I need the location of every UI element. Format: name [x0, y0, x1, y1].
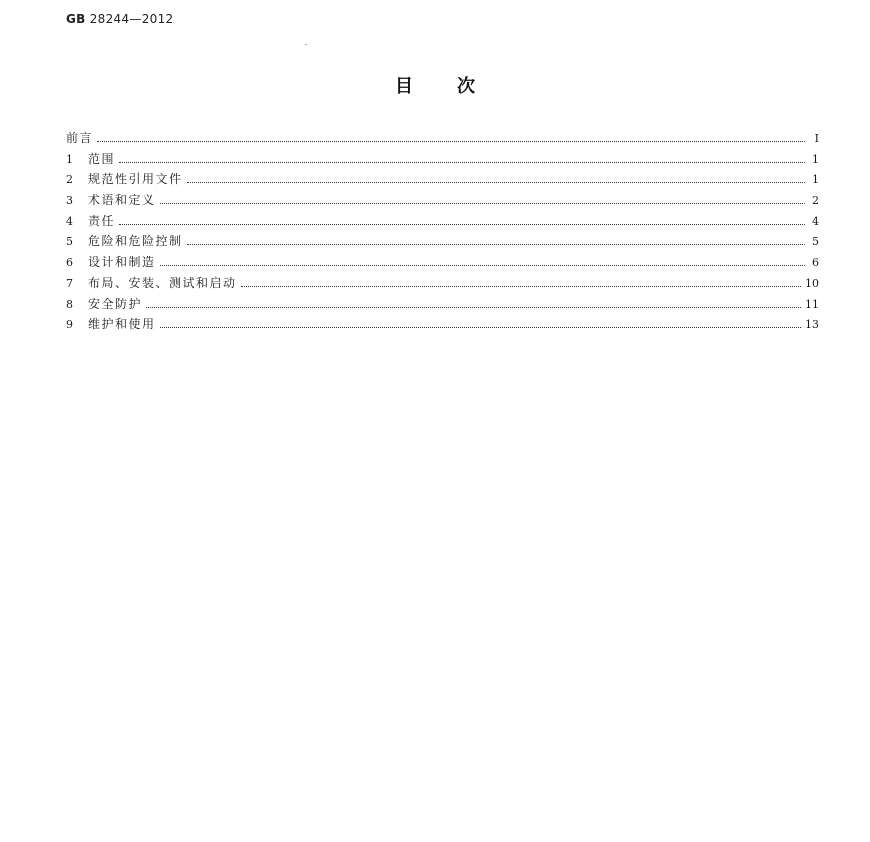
toc-entry-number: 9 — [66, 318, 73, 332]
toc-entry-number: 8 — [66, 297, 73, 311]
toc-entry[interactable] — [66, 294, 819, 315]
toc-leader-dots — [241, 285, 801, 287]
toc-entry-page: 1 — [812, 152, 819, 166]
toc-entry[interactable] — [66, 128, 819, 149]
toc-entry-page: 5 — [812, 235, 819, 249]
toc-entry-label: 范围 — [88, 151, 116, 166]
toc-leader-dots — [146, 306, 801, 308]
toc-entry-label: 安全防护 — [88, 296, 143, 311]
toc-entry[interactable] — [66, 273, 819, 294]
page-header — [66, 12, 173, 26]
toc-entry-number: 7 — [66, 276, 73, 290]
toc-entry[interactable] — [66, 231, 819, 252]
toc-entry-page: 2 — [812, 194, 819, 208]
toc-entry-label: 责任 — [88, 213, 116, 228]
toc-entry-number: 2 — [66, 173, 73, 187]
toc-entry-page: 6 — [812, 256, 819, 270]
scan-speck — [305, 44, 307, 45]
toc-entry-number: 5 — [66, 235, 73, 249]
toc-entry-label: 规范性引用文件 — [88, 172, 183, 187]
toc-entry-number: 1 — [66, 152, 73, 166]
toc-entry[interactable] — [66, 252, 819, 273]
toc-entry[interactable] — [66, 211, 819, 232]
toc-entry-page: 13 — [805, 318, 819, 332]
toc-entry-page: 4 — [812, 214, 819, 228]
toc-leader-dots — [97, 140, 805, 142]
toc-entry-label: 维护和使用 — [88, 317, 156, 332]
toc-entry[interactable] — [66, 314, 819, 335]
toc-entry-number: 3 — [66, 194, 73, 208]
toc-leader-dots — [119, 223, 805, 225]
toc-entry-label: 设计和制造 — [88, 255, 156, 270]
toc-entry[interactable] — [66, 149, 819, 170]
table-of-contents — [66, 128, 819, 335]
toc-entry-page: 10 — [805, 276, 819, 290]
standard-prefix: GB — [66, 12, 86, 26]
toc-leader-dots — [187, 243, 805, 245]
toc-leader-dots — [160, 202, 805, 204]
standard-number: 28244—2012 — [89, 12, 174, 26]
toc-entry[interactable] — [66, 190, 819, 211]
toc-entry-label: 危险和危险控制 — [88, 234, 183, 249]
toc-leader-dots — [119, 161, 805, 163]
page-title: 目次 — [395, 76, 519, 97]
toc-entry-page: Ⅰ — [814, 132, 819, 145]
toc-entry-page: 1 — [812, 173, 819, 187]
toc-entry-label: 布局、安装、测试和启动 — [88, 275, 237, 290]
toc-entry-label: 前言 — [66, 131, 94, 145]
toc-leader-dots — [160, 264, 805, 266]
toc-entry-number: 6 — [66, 256, 73, 270]
toc-entry-number: 4 — [66, 214, 73, 228]
toc-entry-page: 11 — [805, 297, 819, 311]
toc-leader-dots — [160, 326, 801, 328]
toc-leader-dots — [187, 181, 805, 183]
toc-entry[interactable] — [66, 169, 819, 190]
toc-entry-label: 术语和定义 — [88, 193, 156, 208]
